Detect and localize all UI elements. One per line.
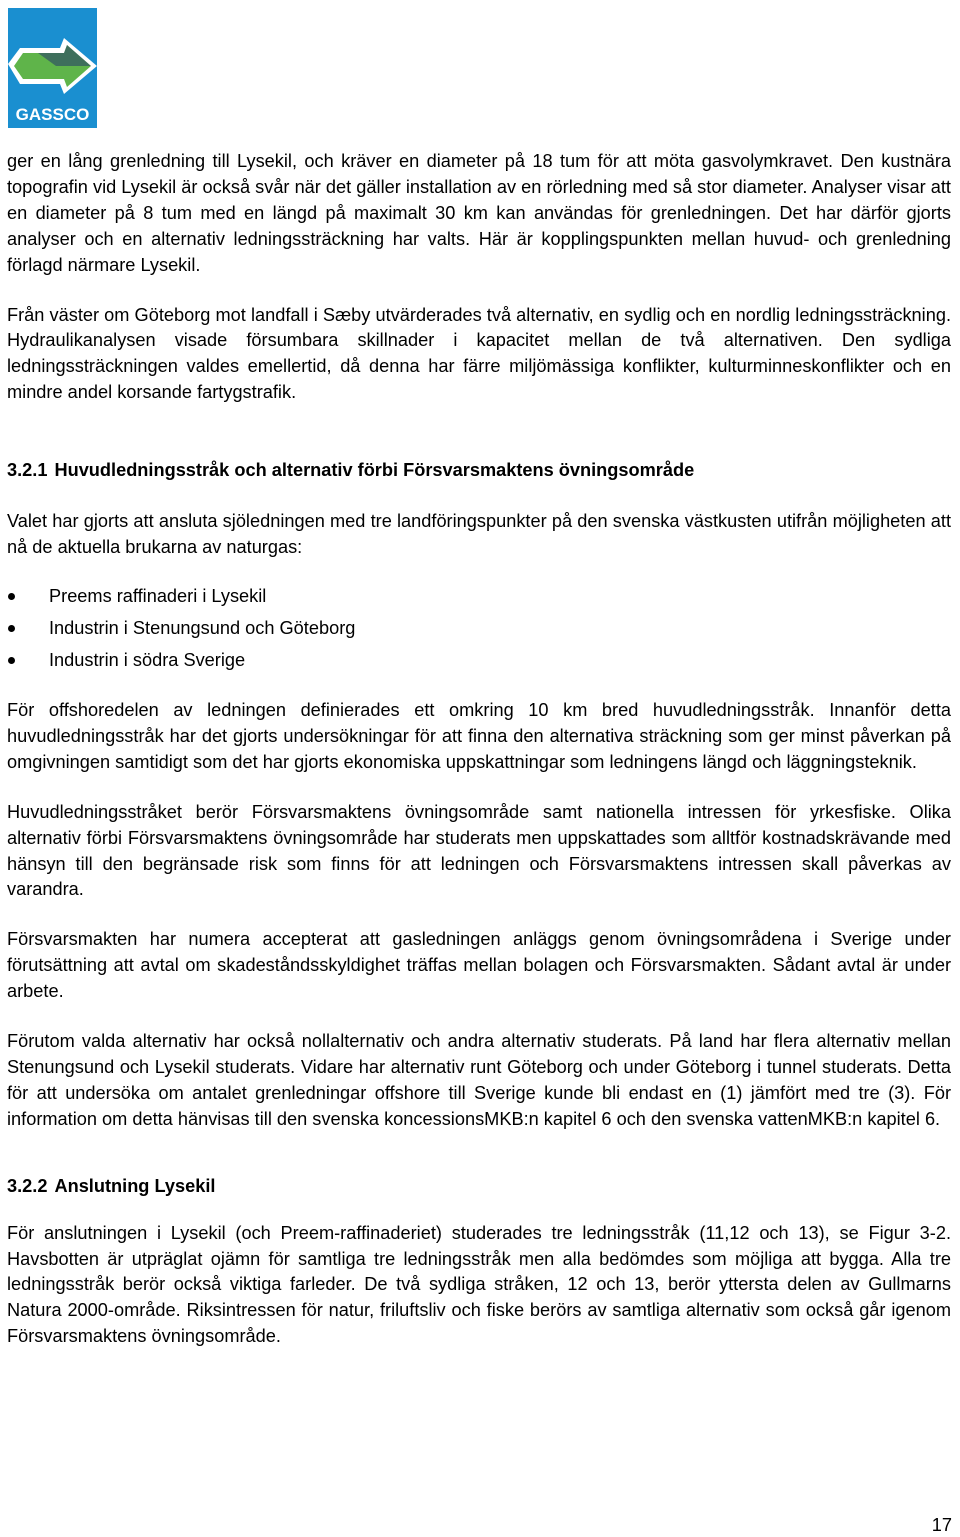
section-title: Huvudledningsstråk och alternativ förbi Försvarsmaktens övningsområde (54, 460, 695, 481)
section-number: 3.2.2 (7, 1175, 48, 1196)
section-3-2-1-intro: Valet har gjorts att ansluta sjöledningen med tre landföringspunkter på den svenska västkusten utifrån möjligheten att nå de aktuella brukarna av naturgas: (7, 511, 951, 558)
paragraph-offshore: För offshoredelen av ledningen definierades ett omkring 10 km bred huvudledningsstråk. Innanför detta huvudledningsstråk har det gjorts undersökningar för att finna den alternativa sträckning som ger minst påverkan på omgivningen samtidigt som det har gjorts ekonomiska uppskattningar som ledningens längd och läggningsteknik. (7, 699, 951, 772)
paragraph-intro: ger en lång grenledning till Lysekil, och kräver en diameter på 18 tum för att möta gasvolymkravet. Den kustnära topografin vid Lysekil är också svår när det gäller installation av en rörledning med så stor diameter. Analyser visar att en diameter på 8 tum med en längd på maximalt 30 km kan användas för grenledningen. Det har därför gjorts analyser och en alternativ ledningssträckning har valts. Här är kopplingspunkten mellan huvud- och grenledning förlagd närmare Lysekil. (7, 151, 951, 275)
list-item-text: Preems raffinaderi i Lysekil (49, 585, 267, 606)
paragraph-alternatives: Förutom valda alternativ har också nollalternativ och andra alternativ studerats. På land har flera alternativ mellan Stenungsund och Lysekil studerats. Vidare har alternativ runt Göteborg och under Göteborg i tunnel studerats. Detta för att undersöka om antalet grenledningar offshore till Sverige kunde bli endast en (1) jämfört med tre (3). För information om detta hänvisas till den svenska koncessionsMKB:n kapitel 6 och den svenska vattenMKB:n kapitel 6. (7, 1031, 951, 1129)
logo-text: GASSCO (15, 105, 90, 124)
list-item (7, 644, 951, 676)
section-heading-3-2-1 (7, 457, 951, 483)
section-heading-3-2-2 (7, 1173, 951, 1199)
paragraph-defence-agreement: Försvarsmakten har numera accepterat att gasledningen anläggs genom övningsområdena i Sverige under förutsättning att avtal om skadeståndsskyldighet träffas mellan bolagen och Försvarsmakten. Sådant avtal är under arbete. (7, 929, 951, 1002)
document-body (7, 149, 951, 1350)
bullet-icon (8, 657, 15, 664)
paragraph-lysekil: För anslutningen i Lysekil (och Preem-raffinaderiet) studerades tre ledningsstråk (11,12 och 13), se Figur 3-2. Havsbotten är utpräglat ojämn för samtliga tre ledningsstråk men alla bedömdes som möjliga att bygga. Alla tre ledningsstråk berör också viktiga farleder. De två sydliga stråken, 12 och 13, berör yttersta delen av Gullmarns Natura 2000-område. Riksintressen för natur, friluftsliv och fiske berörs av samtliga alternativ som också går igenom Försvarsmaktens övningsområde. (7, 1222, 951, 1347)
bullet-icon (8, 625, 15, 632)
paragraph-defence-area: Huvudledningsstråket berör Försvarsmaktens övningsområde samt nationella intressen för yrkesfiske. Olika alternativ förbi Försvarsmaktens övningsområde har studerats men uppskattades som alltför kostnadskrävande med hänsyn till den begränsade risk som finns för att ledningen och Försvarsmaktens intressen skall påverkas av varandra. (7, 801, 951, 900)
list-item (7, 580, 951, 612)
bullet-list (7, 580, 951, 676)
paragraph-route-comparison: Från väster om Göteborg mot landfall i Sæby utvärderades två alternativ, en sydlig och en nordlig ledningssträckning. Hydraulikanalysen visade försumbara skillnader i kapacitet mellan de två alternativen. Den sydliga ledningssträckningen valdes emellertid, då denna har färre miljömässiga konflikter, kulturminneskonflikter och en mindre andel korsande fartygstrafik. (7, 304, 951, 403)
list-item-text: Industrin i södra Sverige (49, 649, 246, 670)
list-item (7, 612, 951, 644)
gassco-logo (8, 8, 97, 128)
section-title: Anslutning Lysekil (54, 1175, 216, 1196)
gassco-logo-graphic (8, 8, 97, 128)
list-item-text: Industrin i Stenungsund och Göteborg (49, 617, 356, 638)
bullet-icon (8, 593, 15, 600)
page-number: 17 (931, 1515, 952, 1535)
section-number: 3.2.1 (7, 460, 48, 481)
